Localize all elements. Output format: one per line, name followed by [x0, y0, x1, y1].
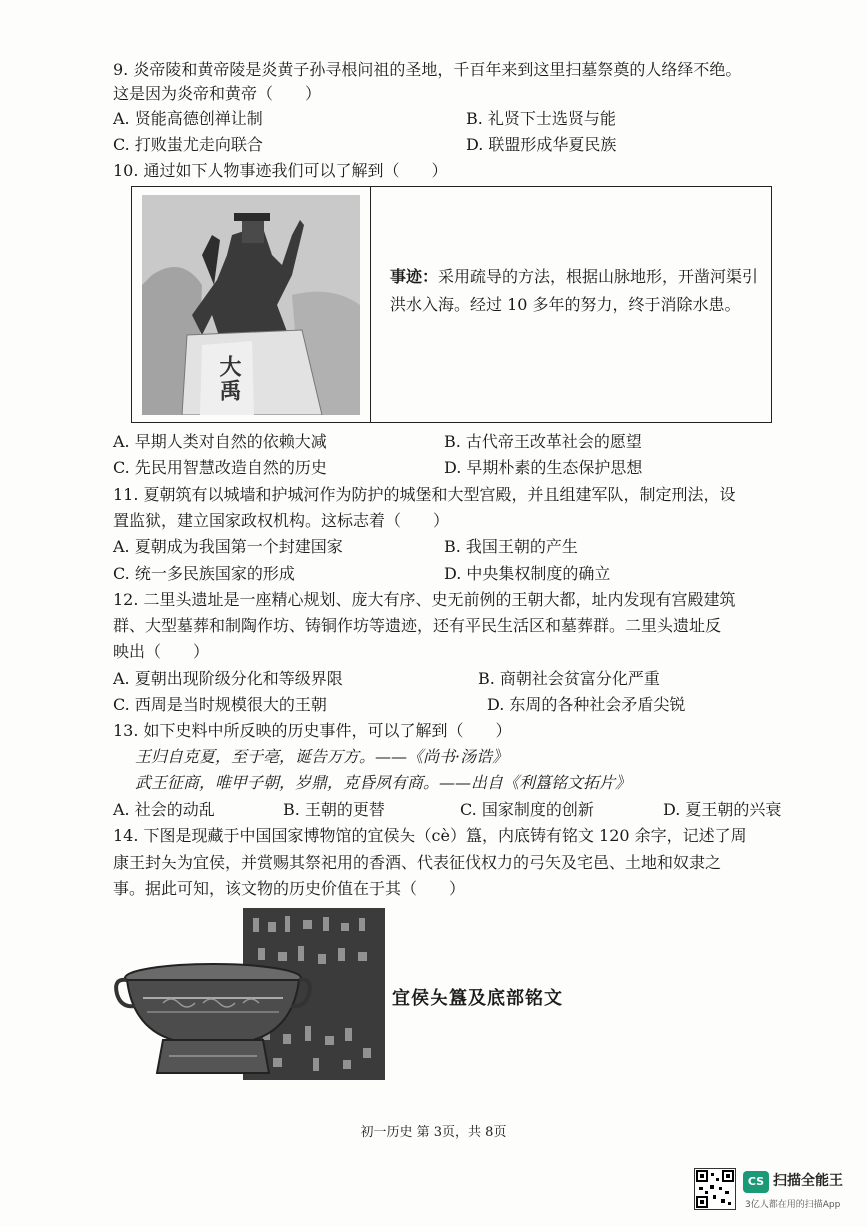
q10-material-box — [131, 186, 772, 423]
q11-stem-line1: 11. 夏朝筑有以城墙和护城河作为防护的城堡和大型宫殿，并且组建军队，制定刑法，设 — [113, 485, 736, 504]
statue-illustration — [142, 195, 360, 415]
q11-option-a: A. 夏朝成为我国第一个封建国家 — [113, 537, 343, 556]
q13-quote-1: 王归自克夏，至于亳，诞告万方。——《尚书·汤诰》 — [135, 747, 509, 766]
box-divider — [370, 187, 371, 422]
q11-option-d: D. 中央集权制度的确立 — [444, 564, 611, 583]
q12-stem-line2: 群、大型墓葬和制陶作坊、铸铜作坊等遗迹，还有平民生活区和墓葬群。二里头遗址反 — [113, 616, 722, 635]
qr-code-icon — [694, 1168, 736, 1210]
dayu-story — [390, 263, 760, 319]
scanner-tagline: 3亿人都在用的扫描App — [745, 1200, 841, 1210]
q13-option-d: D. 夏王朝的兴衰 — [663, 800, 782, 819]
q11-option-c: C. 统一多民族国家的形成 — [113, 564, 295, 583]
q13-option-b: B. 王朝的更替 — [283, 800, 385, 819]
story-label: 事迹： — [390, 267, 439, 286]
scanner-app-name: 扫描全能王 — [773, 1173, 843, 1189]
q11-stem-line2: 置监狱，建立国家政权机构。这标志着（ ） — [113, 511, 450, 530]
q10-option-d: D. 早期朴素的生态保护思想 — [444, 458, 643, 477]
scanner-logo-icon: CS — [743, 1171, 769, 1193]
q14-stem-line1: 14. 下图是现藏于中国国家博物馆的宜侯夨（cè）簋，内底铸有铭文 120 余字，记述了周 — [113, 826, 747, 845]
q10-option-b: B. 古代帝王改革社会的愿望 — [444, 432, 642, 451]
q12-stem-line3: 映出（ ） — [113, 642, 210, 661]
q9-option-c: C. 打败蚩尤走向联合 — [113, 135, 263, 154]
q13-option-a: A. 社会的动乱 — [113, 800, 215, 819]
q12-stem-line1: 12. 二里头遗址是一座精心规划、庞大有序、史无前例的王朝大都，址内发现有宫殿建筑 — [113, 590, 736, 609]
q12-option-a: A. 夏朝出现阶级分化和等级界限 — [113, 669, 343, 688]
q9-option-a: A. 贤能高德创禅让制 — [113, 109, 263, 128]
q9-stem-line1: 9. 炎帝陵和黄帝陵是炎黄子孙寻根问祖的圣地，千百年来到这里扫墓祭奠的人络绎不绝。 — [113, 60, 742, 79]
q11-option-b: B. 我国王朝的产生 — [444, 537, 578, 556]
q10-stem: 10. 通过如下人物事迹我们可以了解到（ ） — [113, 161, 448, 180]
q14-stem-line2: 康王封夨为宜侯，并赏赐其祭祀用的香酒、代表征伐权力的弓矢及宅邑、土地和奴隶之 — [113, 853, 722, 872]
q10-option-c: C. 先民用智慧改造自然的历史 — [113, 458, 327, 477]
q9-option-b: B. 礼贤下士选贤与能 — [466, 109, 616, 128]
q13-option-c: C. 国家制度的创新 — [460, 800, 594, 819]
q13-quote-2: 武王征商，唯甲子朝，岁鼎，克昏夙有商。——出自《利簋铭文拓片》 — [135, 773, 632, 792]
q10-option-a: A. 早期人类对自然的依赖大减 — [113, 432, 327, 451]
story-text: 采用疏导的方法，根据山脉地形，开凿河渠引洪水入海。经过 10 多年的努力，终于消除水患。 — [390, 267, 759, 314]
statue-inscription: 大禹 — [216, 355, 242, 403]
q12-option-d: D. 东周的各种社会矛盾尖锐 — [487, 695, 686, 714]
bronze-vessel-illustration — [113, 908, 385, 1080]
q14-image-caption: 宜侯夨簋及底部铭文 — [392, 988, 563, 1009]
page-footer: 初一历史 第 3页，共 8页 — [360, 1125, 507, 1140]
q9-option-d: D. 联盟形成华夏民族 — [466, 135, 617, 154]
yihou-gui-image — [113, 908, 385, 1080]
q12-option-b: B. 商朝社会贫富分化严重 — [478, 669, 660, 688]
dayu-statue-photo — [142, 195, 360, 415]
q12-option-c: C. 西周是当时规模很大的王朝 — [113, 695, 327, 714]
q14-stem-line3: 事。据此可知，该文物的历史价值在于其（ ） — [113, 879, 466, 898]
q9-stem-line2: 这是因为炎帝和黄帝（ ） — [113, 84, 322, 103]
q13-stem: 13. 如下史料中所反映的历史事件，可以了解到（ ） — [113, 721, 512, 740]
